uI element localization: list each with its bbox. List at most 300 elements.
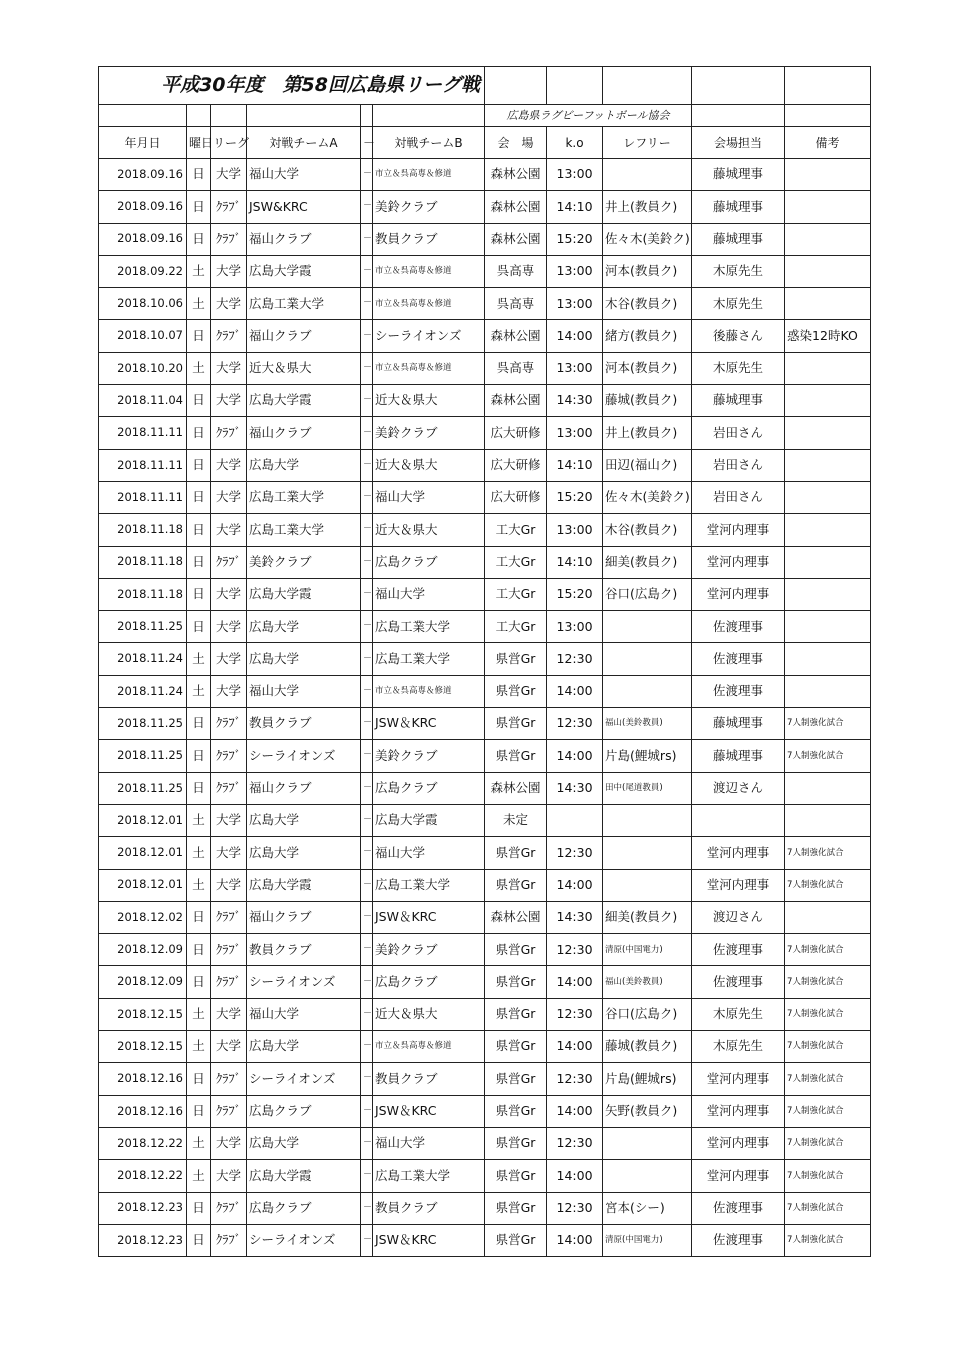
match-kickoff: 13:00 [547,611,603,643]
match-date: 2018.11.25 [99,611,187,643]
schedule-sheet [98,66,870,1257]
match-dash: － [361,998,373,1030]
match-team-b: 市立＆呉高専＆修道 [373,288,485,320]
match-notes [785,255,871,287]
match-team-a: 広島工業大学 [247,514,361,546]
match-venue-staff: 堂河内理事 [692,578,785,610]
match-kickoff: 13:00 [547,288,603,320]
match-date: 2018.12.01 [99,837,187,869]
match-day: 日 [187,966,211,998]
match-referee: 宮本(シー) [603,1192,692,1224]
match-referee: 細美(教員ク) [603,901,692,933]
match-day: 日 [187,740,211,772]
match-dash: － [361,449,373,481]
match-team-b: 教員クラブ [373,1192,485,1224]
table-row [99,966,871,998]
match-venue: 県営Gr [485,740,547,772]
match-day: 日 [187,191,211,223]
match-dash: － [361,352,373,384]
match-kickoff: 15:20 [547,481,603,513]
match-kickoff: 14:00 [547,1160,603,1192]
match-kickoff [547,804,603,836]
match-league: ｸﾗﾌﾞ [211,901,247,933]
match-team-a: 広島大学霞 [247,1160,361,1192]
match-team-a: 広島大学 [247,643,361,675]
match-team-b: JSW＆KRC [373,1095,485,1127]
match-venue-staff: 佐渡理事 [692,611,785,643]
match-league: 大学 [211,385,247,417]
match-day: 日 [187,611,211,643]
match-team-a: 福山クラブ [247,223,361,255]
match-kickoff: 14:00 [547,1095,603,1127]
match-league: ｸﾗﾌﾞ [211,772,247,804]
match-team-b: 福山大学 [373,1127,485,1159]
match-referee: 片島(鯉城rs) [603,1063,692,1095]
match-venue-staff: 藤城理事 [692,385,785,417]
match-notes: 7人制強化試合 [785,998,871,1030]
match-kickoff: 14:00 [547,320,603,352]
match-team-a: 広島クラブ [247,1192,361,1224]
match-date: 2018.11.25 [99,708,187,740]
match-dash: － [361,1224,373,1256]
match-notes: 7人制強化試合 [785,1160,871,1192]
match-date: 2018.11.24 [99,675,187,707]
match-venue-staff: 堂河内理事 [692,1127,785,1159]
match-league: ｸﾗﾌﾞ [211,1224,247,1256]
match-venue-staff: 堂河内理事 [692,837,785,869]
match-venue: 森林公園 [485,191,547,223]
match-league: 大学 [211,255,247,287]
match-date: 2018.12.16 [99,1095,187,1127]
header-venue: 会 場 [485,127,547,159]
match-league: ｸﾗﾌﾞ [211,1063,247,1095]
match-venue: 県営Gr [485,1063,547,1095]
table-row [99,804,871,836]
match-dash: － [361,772,373,804]
match-team-b: 福山大学 [373,481,485,513]
match-date: 2018.12.15 [99,1031,187,1063]
match-venue-staff: 岩田さん [692,481,785,513]
match-team-b: 広島工業大学 [373,643,485,675]
match-venue-staff: 佐渡理事 [692,675,785,707]
match-dash: － [361,804,373,836]
match-venue: 広大研修 [485,417,547,449]
table-row [99,772,871,804]
match-notes [785,223,871,255]
match-venue-staff: 佐渡理事 [692,966,785,998]
match-dash: － [361,1192,373,1224]
table-row [99,1192,871,1224]
table-row [99,1063,871,1095]
match-team-a: 福山クラブ [247,320,361,352]
match-dash: － [361,708,373,740]
match-referee: 清原(中国電力) [603,934,692,966]
match-venue: 県営Gr [485,934,547,966]
match-kickoff: 12:30 [547,1192,603,1224]
table-row [99,514,871,546]
match-day: 日 [187,449,211,481]
match-day: 土 [187,1031,211,1063]
header-dash: － [361,127,373,159]
match-league: 大学 [211,998,247,1030]
match-referee [603,1127,692,1159]
match-kickoff: 12:30 [547,837,603,869]
match-day: 土 [187,998,211,1030]
match-league: 大学 [211,1031,247,1063]
match-kickoff: 14:00 [547,1031,603,1063]
table-row [99,998,871,1030]
match-league: 大学 [211,514,247,546]
match-notes [785,675,871,707]
match-kickoff: 13:00 [547,514,603,546]
match-venue: 森林公園 [485,772,547,804]
match-notes: 7人制強化試合 [785,1095,871,1127]
match-referee [603,159,692,191]
table-row [99,901,871,933]
match-referee: 藤城(教員ク) [603,1031,692,1063]
match-day: 日 [187,1063,211,1095]
match-venue-staff: 後藤さん [692,320,785,352]
match-notes: 7人制強化試合 [785,1127,871,1159]
match-notes: 7人制強化試合 [785,1224,871,1256]
match-venue-staff: 堂河内理事 [692,1063,785,1095]
match-dash: － [361,869,373,901]
match-venue: 工大Gr [485,514,547,546]
match-day: 日 [187,901,211,933]
match-dash: － [361,159,373,191]
match-venue-staff: 渡辺さん [692,772,785,804]
match-team-b: 美鈴クラブ [373,191,485,223]
match-dash: － [361,740,373,772]
match-date: 2018.12.09 [99,966,187,998]
match-venue: 工大Gr [485,546,547,578]
match-venue-staff: 藤城理事 [692,159,785,191]
match-date: 2018.11.11 [99,417,187,449]
match-team-b: 市立＆呉高専＆修道 [373,255,485,287]
match-team-a: シーライオンズ [247,1063,361,1095]
header-day: 曜日 [187,127,211,159]
match-venue: 県営Gr [485,1192,547,1224]
match-league: 大学 [211,159,247,191]
match-referee: 細美(教員ク) [603,546,692,578]
match-notes [785,385,871,417]
match-date: 2018.12.02 [99,901,187,933]
match-date: 2018.09.16 [99,223,187,255]
match-team-a: 福山クラブ [247,772,361,804]
match-day: 土 [187,288,211,320]
match-team-a: シーライオンズ [247,740,361,772]
match-venue: 県営Gr [485,869,547,901]
match-team-b: JSW＆KRC [373,901,485,933]
match-team-a: 広島大学霞 [247,578,361,610]
table-row [99,1031,871,1063]
match-day: 日 [187,934,211,966]
match-day: 土 [187,675,211,707]
match-venue-staff: 堂河内理事 [692,869,785,901]
match-day: 日 [187,514,211,546]
match-team-a: 広島工業大学 [247,481,361,513]
match-team-a: 広島大学 [247,1127,361,1159]
match-team-a: 広島大学 [247,804,361,836]
match-venue: 森林公園 [485,385,547,417]
match-league: ｸﾗﾌﾞ [211,191,247,223]
match-league: 大学 [211,804,247,836]
match-venue: 県営Gr [485,1095,547,1127]
match-date: 2018.12.23 [99,1224,187,1256]
match-date: 2018.11.25 [99,772,187,804]
match-notes [785,804,871,836]
match-kickoff: 15:20 [547,223,603,255]
match-team-b: 広島クラブ [373,772,485,804]
match-dash: － [361,1127,373,1159]
header-notes: 備考 [785,127,871,159]
match-notes: 7人制強化試合 [785,869,871,901]
match-dash: － [361,481,373,513]
match-dash: － [361,320,373,352]
match-day: 日 [187,772,211,804]
match-date: 2018.09.22 [99,255,187,287]
match-venue: 県営Gr [485,675,547,707]
match-notes [785,191,871,223]
match-team-a: 広島大学霞 [247,385,361,417]
match-team-a: 福山クラブ [247,417,361,449]
match-date: 2018.11.25 [99,740,187,772]
match-team-a: 福山大学 [247,998,361,1030]
match-league: ｸﾗﾌﾞ [211,740,247,772]
match-venue-staff: 堂河内理事 [692,1095,785,1127]
header-team-b: 対戦チームB [373,127,485,159]
table-row [99,643,871,675]
match-venue-staff: 木原先生 [692,998,785,1030]
table-row [99,320,871,352]
match-notes [785,352,871,384]
match-date: 2018.11.18 [99,514,187,546]
match-league: 大学 [211,481,247,513]
match-notes: 7人制強化試合 [785,934,871,966]
match-venue: 県営Gr [485,1127,547,1159]
table-row [99,578,871,610]
match-day: 土 [187,869,211,901]
match-kickoff: 12:30 [547,708,603,740]
match-date: 2018.11.04 [99,385,187,417]
match-referee: 藤城(教員ク) [603,385,692,417]
match-date: 2018.09.16 [99,191,187,223]
match-dash: － [361,966,373,998]
match-kickoff: 12:30 [547,643,603,675]
match-referee: 矢野(教員ク) [603,1095,692,1127]
match-day: 日 [187,578,211,610]
match-day: 日 [187,159,211,191]
match-team-a: 美鈴クラブ [247,546,361,578]
match-dash: － [361,1095,373,1127]
match-venue: 県営Gr [485,643,547,675]
header-referee: レフリー [603,127,692,159]
match-venue-staff: 岩田さん [692,449,785,481]
match-league: ｸﾗﾌﾞ [211,966,247,998]
match-venue: 森林公園 [485,320,547,352]
match-venue: 森林公園 [485,223,547,255]
match-league: ｸﾗﾌﾞ [211,546,247,578]
match-date: 2018.11.18 [99,578,187,610]
match-league: 大学 [211,578,247,610]
match-dash: － [361,675,373,707]
match-date: 2018.12.22 [99,1160,187,1192]
match-date: 2018.10.07 [99,320,187,352]
match-league: ｸﾗﾌﾞ [211,934,247,966]
match-team-b: 福山大学 [373,837,485,869]
match-dash: － [361,223,373,255]
match-referee [603,643,692,675]
match-notes [785,449,871,481]
match-dash: － [361,385,373,417]
match-dash: － [361,578,373,610]
match-notes: 7人制強化試合 [785,1192,871,1224]
match-notes [785,772,871,804]
match-kickoff: 14:30 [547,385,603,417]
match-venue-staff [692,804,785,836]
table-row [99,417,871,449]
match-league: 大学 [211,1127,247,1159]
match-league: ｸﾗﾌﾞ [211,223,247,255]
match-team-b: 美鈴クラブ [373,934,485,966]
match-notes: 7人制強化試合 [785,1063,871,1095]
table-row [99,675,871,707]
match-venue-staff: 堂河内理事 [692,514,785,546]
match-team-b: 近大＆県大 [373,449,485,481]
match-team-b: 広島工業大学 [373,869,485,901]
match-referee [603,837,692,869]
table-row [99,837,871,869]
match-date: 2018.12.15 [99,998,187,1030]
match-venue-staff: 佐渡理事 [692,1192,785,1224]
match-team-a: シーライオンズ [247,1224,361,1256]
table-row [99,546,871,578]
match-venue: 森林公園 [485,901,547,933]
table-row [99,255,871,287]
match-notes [785,578,871,610]
match-day: 土 [187,1127,211,1159]
match-referee: 河本(教員ク) [603,352,692,384]
match-kickoff: 12:30 [547,1063,603,1095]
match-team-a: 近大＆県大 [247,352,361,384]
match-dash: － [361,191,373,223]
match-venue: 呉高専 [485,352,547,384]
match-day: 日 [187,546,211,578]
match-venue: 県営Gr [485,837,547,869]
match-date: 2018.12.23 [99,1192,187,1224]
match-date: 2018.12.09 [99,934,187,966]
match-team-b: 美鈴クラブ [373,417,485,449]
match-league: 大学 [211,449,247,481]
match-league: ｸﾗﾌﾞ [211,708,247,740]
association-row [99,105,871,127]
match-referee [603,804,692,836]
match-day: 土 [187,804,211,836]
match-team-b: 美鈴クラブ [373,740,485,772]
match-kickoff: 12:30 [547,1127,603,1159]
match-league: 大学 [211,352,247,384]
match-dash: － [361,417,373,449]
match-venue: 県営Gr [485,708,547,740]
match-team-b: 近大＆県大 [373,385,485,417]
match-team-a: 広島大学 [247,611,361,643]
match-notes [785,159,871,191]
table-row [99,159,871,191]
table-row [99,385,871,417]
match-kickoff: 14:00 [547,675,603,707]
match-league: 大学 [211,643,247,675]
match-team-b: 広島大学霞 [373,804,485,836]
match-notes: 7人制強化試合 [785,966,871,998]
table-row [99,1127,871,1159]
match-referee: 佐々木(美鈴ク) [603,481,692,513]
match-venue: 呉高専 [485,288,547,320]
match-referee [603,869,692,901]
match-dash: － [361,1063,373,1095]
match-team-a: 広島大学 [247,1031,361,1063]
match-day: 日 [187,320,211,352]
match-venue-staff: 藤城理事 [692,223,785,255]
table-row [99,1160,871,1192]
match-league: 大学 [211,869,247,901]
match-venue: 県営Gr [485,1160,547,1192]
match-referee: 河本(教員ク) [603,255,692,287]
match-venue: 広大研修 [485,481,547,513]
match-notes [785,288,871,320]
match-venue-staff: 佐渡理事 [692,643,785,675]
match-venue-staff: 木原先生 [692,288,785,320]
table-row [99,869,871,901]
table-row [99,449,871,481]
match-referee: 緒方(教員ク) [603,320,692,352]
match-referee: 清原(中国電力) [603,1224,692,1256]
match-team-b: 市立＆呉高専＆修道 [373,159,485,191]
match-referee: 谷口(広島ク) [603,578,692,610]
match-referee: 木谷(教員ク) [603,514,692,546]
match-kickoff: 14:00 [547,740,603,772]
match-team-a: 福山大学 [247,159,361,191]
match-league: 大学 [211,1160,247,1192]
match-referee: 谷口(広島ク) [603,998,692,1030]
match-kickoff: 14:00 [547,966,603,998]
match-dash: － [361,255,373,287]
match-kickoff: 13:00 [547,417,603,449]
match-kickoff: 14:10 [547,449,603,481]
match-league: ｸﾗﾌﾞ [211,1095,247,1127]
match-team-b: 市立＆呉高専＆修道 [373,1031,485,1063]
match-venue: 未定 [485,804,547,836]
match-dash: － [361,934,373,966]
header-ko: k.o [547,127,603,159]
header-league: リーグ [211,127,247,159]
match-day: 日 [187,1224,211,1256]
match-day: 土 [187,1160,211,1192]
match-day: 土 [187,255,211,287]
match-notes: 7人制強化試合 [785,837,871,869]
match-kickoff: 14:30 [547,901,603,933]
match-notes [785,546,871,578]
table-row [99,352,871,384]
match-venue-staff: 藤城理事 [692,191,785,223]
match-day: 土 [187,837,211,869]
match-league: 大学 [211,288,247,320]
match-date: 2018.11.18 [99,546,187,578]
header-team-a: 対戦チームA [247,127,361,159]
match-referee [603,675,692,707]
match-league: ｸﾗﾌﾞ [211,417,247,449]
match-venue-staff: 佐渡理事 [692,934,785,966]
match-venue: 森林公園 [485,159,547,191]
